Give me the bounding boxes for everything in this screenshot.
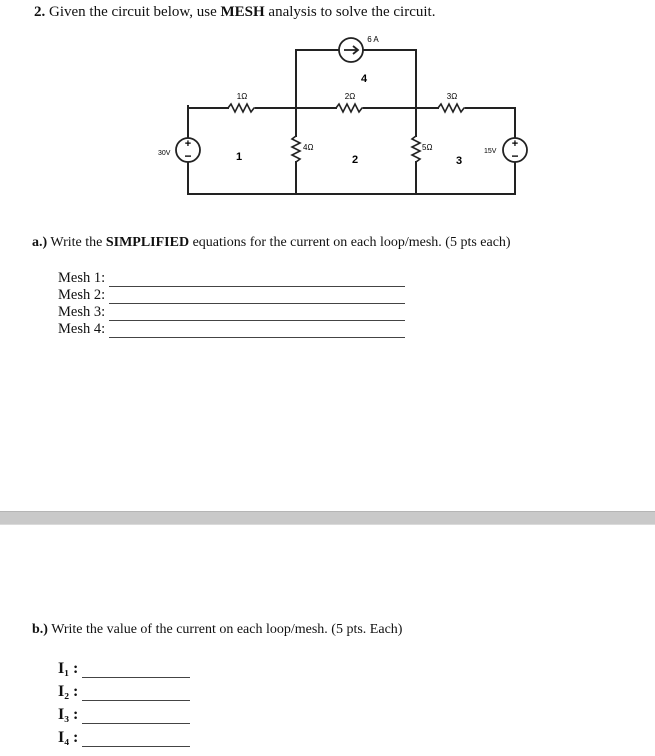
mesh-2-answer-line[interactable] — [109, 291, 405, 304]
mesh-2-row — [58, 287, 405, 304]
mesh-number-1: 1 — [235, 151, 243, 163]
part-b-prompt — [32, 622, 402, 638]
question-suffix: analysis to solve the circuit. — [264, 4, 436, 20]
resistor-shunt-right — [412, 136, 420, 162]
resistor-top-mid — [336, 104, 364, 112]
i4-answer-line[interactable] — [82, 732, 190, 747]
part-b-text: Write the value of the current on each loop/mesh. (5 pts. Each) — [47, 622, 403, 637]
svg-text:+: + — [511, 138, 519, 150]
svg-text:−: − — [511, 149, 519, 163]
resistor-shunt-left — [292, 136, 300, 162]
label-r-top-left: 1Ω — [236, 92, 248, 101]
i1-row — [58, 660, 190, 678]
mesh-1-row — [58, 270, 405, 287]
label-left-source: 30V — [158, 150, 171, 157]
label-r-shunt-right: 5Ω — [422, 143, 433, 152]
svg-text:+: + — [184, 138, 192, 150]
label-r-shunt-left: 4Ω — [303, 143, 314, 152]
part-a-text-before: Write the — [47, 235, 106, 250]
mesh-3-row — [58, 304, 405, 321]
i1-label: I₁ : — [58, 660, 79, 677]
label-right-source: 15V — [484, 148, 497, 155]
mesh-1-label: Mesh 1: — [58, 270, 106, 286]
current-source-label: 6 A — [367, 35, 379, 44]
mesh-4-answer-line[interactable] — [109, 325, 405, 338]
label-r-top-mid: 2Ω — [344, 92, 356, 101]
question-title — [34, 4, 435, 21]
svg-text:−: − — [184, 149, 192, 163]
mesh-4-row — [58, 321, 405, 338]
i2-answer-line[interactable] — [82, 686, 190, 701]
current-source — [339, 38, 363, 62]
mesh-3-label: Mesh 3: — [58, 304, 106, 320]
part-a-prompt — [32, 235, 511, 251]
part-a-label: a.) — [32, 235, 48, 250]
i3-label: I₃ : — [58, 706, 79, 723]
label-r-top-right: 3Ω — [446, 92, 458, 101]
i3-row — [58, 706, 190, 724]
i4-label: I₄ : — [58, 729, 79, 746]
page-divider — [0, 511, 655, 525]
i4-row — [58, 729, 190, 747]
circuit-diagram — [150, 32, 540, 202]
wire-left-lower — [188, 162, 515, 194]
mesh-4-label: Mesh 4: — [58, 321, 106, 337]
question-number: 2. — [34, 4, 46, 20]
resistor-top-left — [228, 104, 256, 112]
part-a-emphasis: SIMPLIFIED — [105, 235, 190, 250]
i2-label: I₂ : — [58, 683, 79, 700]
i1-answer-line[interactable] — [82, 663, 190, 678]
question-method: MESH — [220, 4, 265, 20]
wire-upper-mesh-right — [364, 50, 416, 108]
part-b-label: b.) — [32, 622, 48, 637]
mesh-number-4: 4 — [360, 73, 368, 85]
mesh-number-2: 2 — [351, 154, 359, 166]
wire-upper-mesh — [296, 50, 338, 108]
mesh-number-3: 3 — [455, 155, 463, 167]
part-a-text-after: equations for the current on each loop/mesh. (5 pts each) — [189, 235, 511, 250]
mesh-1-answer-line[interactable] — [109, 274, 405, 287]
mesh-2-label: Mesh 2: — [58, 287, 106, 303]
mesh-3-answer-line[interactable] — [109, 308, 405, 321]
question-prefix: Given the circuit below, use — [49, 4, 221, 20]
i3-answer-line[interactable] — [82, 709, 190, 724]
resistor-top-right — [438, 104, 466, 112]
i2-row — [58, 683, 190, 701]
